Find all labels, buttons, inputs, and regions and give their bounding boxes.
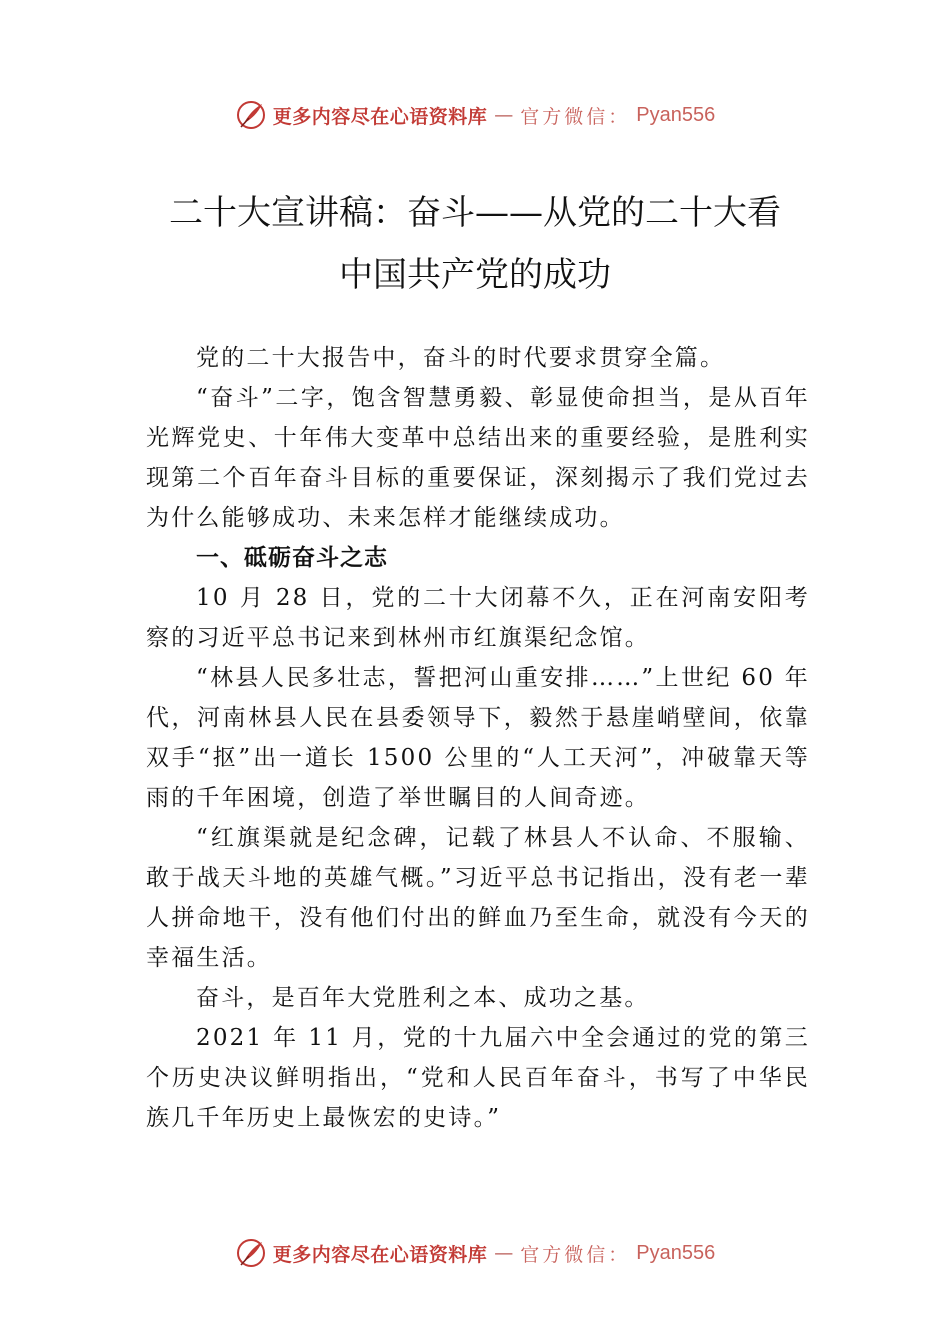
paragraph: 党的二十大报告中，奋斗的时代要求贯穿全篇。 (196, 345, 726, 371)
banner-brand-text: 更多内容尽在心语资料库 (272, 105, 488, 128)
banner-wechat-label: 官方微信： (520, 1243, 631, 1266)
title-line-2: 中国共产党的成功 (339, 255, 611, 295)
banner-wechat-label: 官方微信： (520, 105, 631, 128)
header-banner (0, 95, 950, 135)
banner-wechat-id: Pyan556 (636, 103, 716, 126)
document-body (146, 338, 810, 1138)
banner-brand-text: 更多内容尽在心语资料库 (272, 1243, 488, 1266)
title-line-1: 二十大宣讲稿：奋斗——从党的二十大看 (169, 193, 781, 233)
banner-wechat-id: Pyan556 (636, 1241, 716, 1264)
document-title (100, 182, 850, 306)
banner-dash: — (494, 104, 514, 126)
feather-quill-logo-icon (235, 1237, 267, 1269)
paragraph: 2021 年 11 月，党的十九届六中全会通过的党的第三个历史决议鲜明指出，“党和人民百年奋斗，书写了中华民族几千年历史上最恢宏的史诗。” (146, 1025, 810, 1131)
footer-banner (0, 1233, 950, 1273)
paragraph: “奋斗”二字，饱含智慧勇毅、彰显使命担当，是从百年光辉党史、十年伟大变革中总结出来的重要经验，是胜利实现第二个百年奋斗目标的重要保证，深刻揭示了我们党过去为什么能够成功、未来怎样才能继续成功。 (146, 385, 810, 531)
section-heading: 一、砥砺奋斗之志 (196, 545, 388, 571)
paragraph: “林县人民多壮志，誓把河山重安排……”上世纪 60 年代，河南林县人民在县委领导下，毅然于悬崖峭壁间，依靠双手“抠”出一道长 1500 公里的“人工天河”，冲破靠天等雨的千年困境，创造了举世瞩目的人间奇迹。 (146, 665, 810, 811)
paragraph: “红旗渠就是纪念碑，记载了林县人不认命、不服输、敢于战天斗地的英雄气概。”习近平总书记指出，没有老一辈人拼命地干，没有他们付出的鲜血乃至生命，就没有今天的幸福生活。 (146, 825, 810, 971)
paragraph: 奋斗，是百年大党胜利之本、成功之基。 (196, 985, 650, 1011)
paragraph: 10 月 28 日，党的二十大闭幕不久，正在河南安阳考察的习近平总书记来到林州市红旗渠纪念馆。 (146, 585, 810, 651)
banner-dash: — (494, 1242, 514, 1264)
feather-quill-logo-icon (235, 99, 267, 131)
